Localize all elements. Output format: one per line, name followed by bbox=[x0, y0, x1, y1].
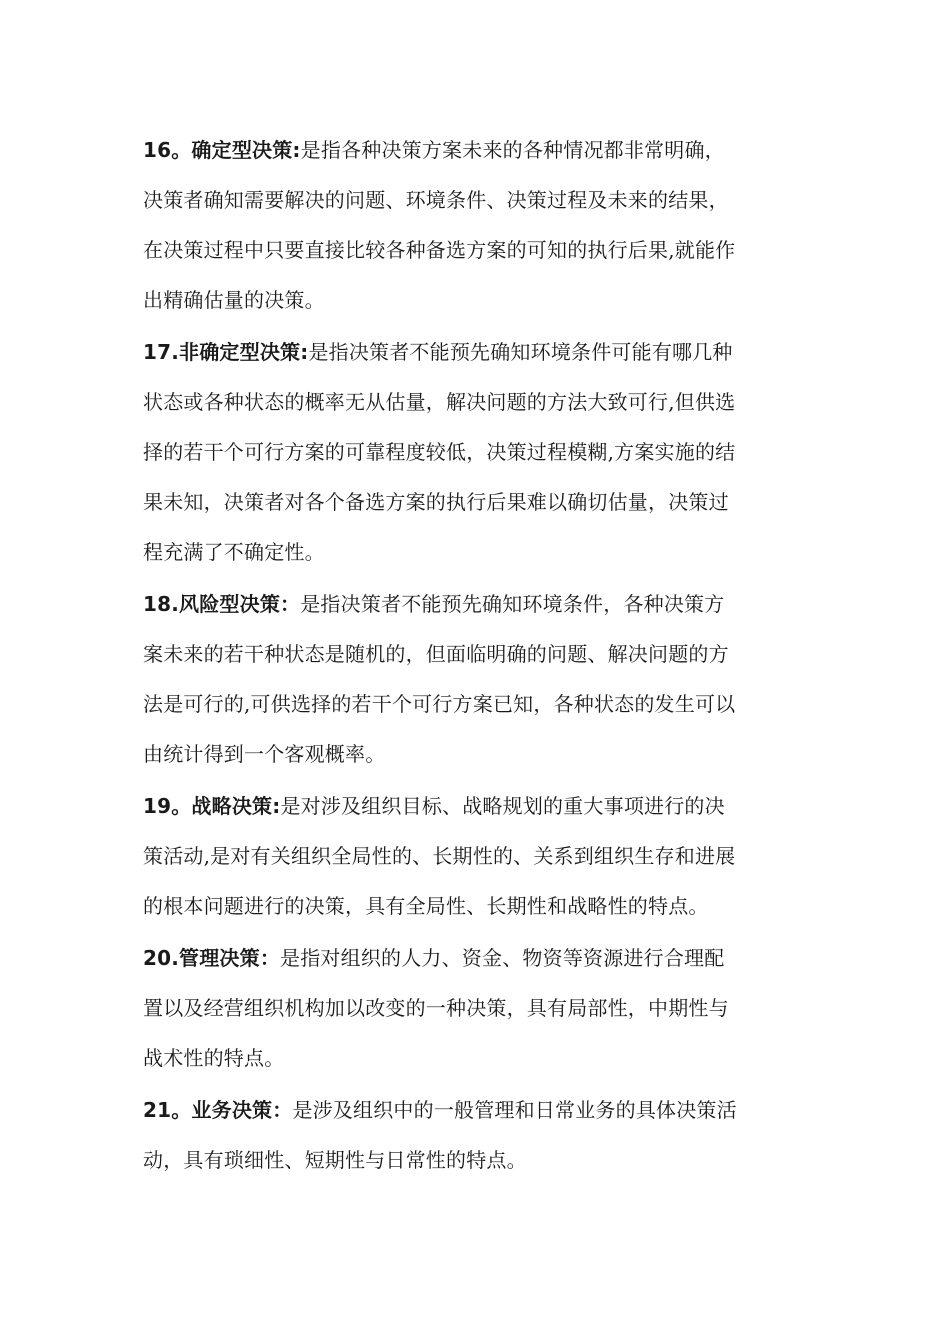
term-19: 19。战略决策: bbox=[143, 794, 281, 818]
definition-text: 由统计得到一个客观概率。 bbox=[143, 742, 386, 766]
definition-text: 策活动,是对有关组织全局性的、长期性的、关系到组织生存和进展 bbox=[143, 844, 736, 868]
definition-text: 状态或各种状态的概率无从估量，解决问题的方法大致可行,但供选 bbox=[143, 390, 736, 414]
term-20: 20.管理决策： bbox=[143, 946, 281, 970]
definition-text: 果未知，决策者对各个备选方案的执行后果难以确切估量，决策过 bbox=[143, 490, 729, 514]
definition-text: 案未来的若干种状态是随机的，但面临明确的问题、解决问题的方 bbox=[143, 642, 729, 666]
definition-21 bbox=[143, 1085, 808, 1185]
definition-text: 是涉及组织中的一般管理和日常业务的具体决策活 bbox=[292, 1098, 737, 1122]
definition-17 bbox=[143, 327, 808, 577]
definition-text: 在决策过程中只要直接比较各种备选方案的可知的执行后果,就能作 bbox=[143, 238, 736, 262]
definition-text: 是指各种决策方案未来的各种情况都非常明确， bbox=[300, 138, 725, 162]
definition-text: 是指决策者不能预先确知环境条件，各种决策方 bbox=[300, 592, 725, 616]
definition-text: 是对涉及组织目标、战略规划的重大事项进行的决 bbox=[280, 794, 725, 818]
definition-20 bbox=[143, 933, 808, 1083]
definition-text: 战术性的特点。 bbox=[143, 1046, 285, 1070]
definition-text: 置以及经营组织机构加以改变的一种决策，具有局部性，中期性与 bbox=[143, 996, 729, 1020]
definition-text: 是指对组织的人力、资金、物资等资源进行合理配 bbox=[280, 946, 725, 970]
definition-text: 是指决策者不能预先确知环境条件可能有哪几种 bbox=[308, 340, 733, 364]
term-16: 16。确定型决策: bbox=[143, 138, 301, 162]
term-18: 18.风险型决策： bbox=[143, 592, 301, 616]
definition-text: 的根本问题进行的决策，具有全局性、长期性和战略性的特点。 bbox=[143, 894, 709, 918]
term-17: 17.非确定型决策: bbox=[143, 340, 309, 364]
definition-16 bbox=[143, 125, 808, 325]
definition-18 bbox=[143, 579, 808, 779]
definition-text: 决策者确知需要解决的问题、环境条件、决策过程及未来的结果， bbox=[143, 188, 729, 212]
definition-19 bbox=[143, 781, 808, 931]
document-page bbox=[143, 125, 808, 1187]
definition-text: 动，具有琐细性、短期性与日常性的特点。 bbox=[143, 1148, 527, 1172]
definition-text: 择的若干个可行方案的可靠程度较低，决策过程模糊,方案实施的结 bbox=[143, 440, 736, 464]
definition-text: 法是可行的,可供选择的若干个可行方案已知，各种状态的发生可以 bbox=[143, 692, 736, 716]
definition-text: 程充满了不确定性。 bbox=[143, 540, 325, 564]
definition-text: 出精确估量的决策。 bbox=[143, 288, 325, 312]
term-21: 21。业务决策： bbox=[143, 1098, 293, 1122]
